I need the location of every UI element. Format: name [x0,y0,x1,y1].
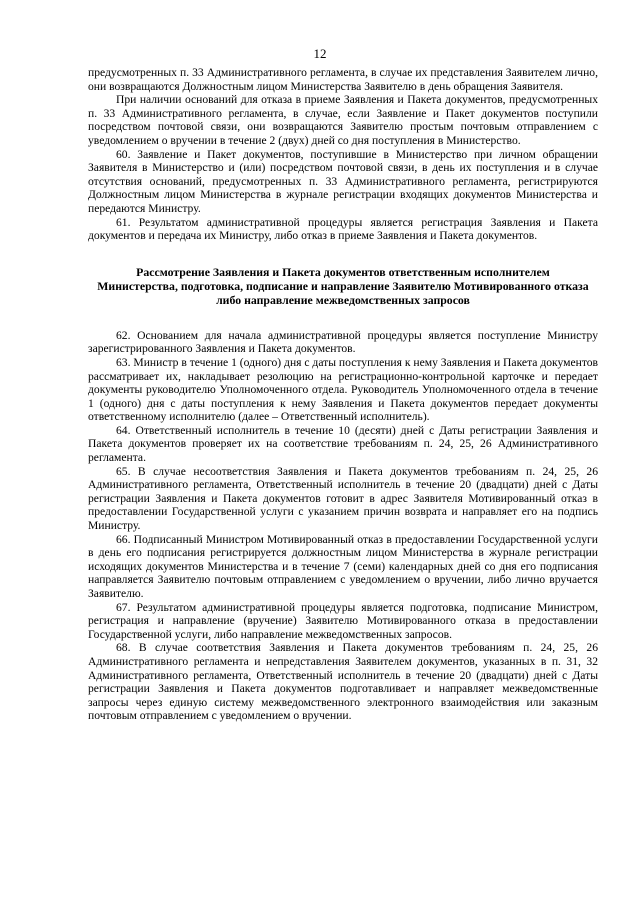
paragraph-64: 64. Ответственный исполнитель в течение 10 (десяти) дней с Даты регистрации Заявления и Пакета документов проверяет их на соответствие требованиям п. 24, 25, 26 Административного регламента. [88,423,598,465]
page-number: 12 [313,46,327,61]
section-heading: Рассмотрение Заявления и Пакета документов ответственным исполнителем Министерства, подготовка, подписание и направление Заявителю Мотивированного отказа либо направление межведомственных запросов [97,264,589,307]
paragraph-66: 66. Подписанный Министром Мотивированный отказ в предоставлении Государственной услуги в день его подписания регистрируется должностным лицом Министерства в журнале регистрации исходящих документов Министерства и в течение 7 (семи) календарных дней со дня его подписания направляется Заявителю почтовым отправлением с уведомлением о вручении, либо лично вручается Заявителю. [88,532,598,600]
document-body [88,66,598,723]
paragraph-63: 63. Министр в течение 1 (одного) дня с даты поступления к нему Заявления и Пакета документов рассматривает их, накладывает резолюцию на регистрационно-контрольной карточке и передает документы руководителю Уполномоченного отдела. Руководитель Уполномоченного отдела в течение 1 (одного) дня с даты поступления к нему Заявления и Пакета документов передает документы ответственному исполнителю (далее – Ответственный исполнитель). [88,355,598,424]
paragraph-61: 61. Результатом административной процедуры является регистрация Заявления и Пакета документов и передача их Министру, либо отказ в приеме Заявления и Пакета документов. [88,215,598,243]
paragraph-65: 65. В случае несоответствия Заявления и Пакета документов требованиям п. 24, 25, 26 Административного регламента, Ответственный исполнитель в течение 20 (двадцати) дней с Даты регистрации Заявления и Пакета документов готовит в адрес Заявителя Мотивированный отказ в предоставлении Государственной услуги с указанием причин возврата и направляет его на подпись Министру. [88,464,598,533]
paragraph: предусмотренных п. 33 Административного регламента, в случае их представления Заявителем лично, они возвращаются Должностным лицом Министерства Заявителю в день обращения Заявителя. [88,66,598,93]
paragraph-60: 60. Заявление и Пакет документов, поступившие в Министерство при личном обращении Заявителя в Министерство и (или) посредством почтовой связи, в день их поступления и в случае отсутствия оснований, предусмотренных п. 33 Административного регламента, регистрируются Должностным лицом Министерства в журнале регистрации входящих документов Министерства и передаются Министру. [88,147,598,215]
paragraph: При наличии оснований для отказа в приеме Заявления и Пакета документов, предусмотренных п. 33 Административного регламента, в случае, если Заявление и Пакет документов поступили посредством почтовой связи, они возвращаются Заявителю простым почтовым отправлением с уведомлением о вручении в течение 2 (двух) дней со дня поступления в Министерство. [88,93,598,147]
paragraph-62: 62. Основанием для начала административной процедуры является поступление Министру зарегистрированного Заявления и Пакета документов. [88,328,598,356]
paragraph-67: 67. Результатом административной процедуры является подготовка, подписание Министром, регистрация и направление (вручение) Заявителю Мотивированного отказа в предоставлении Государственной услуги, либо направление межведомственных запросов. [88,600,598,641]
paragraph-68: 68. В случае соответствия Заявления и Пакета документов требованиям п. 24, 25, 26 Административного регламента и непредставления Заявителем документов, указанных в п. 31, 32 Административного регламента, Ответственный исполнитель в течение 20 (двадцати) дней с Даты регистрации Заявления и Пакета документов подготавливает и направляет межведомственные запросы через единую систему межведомственного электронного взаимодействия или заказным почтовым отправлением с уведомлением о вручении. [88,641,598,723]
